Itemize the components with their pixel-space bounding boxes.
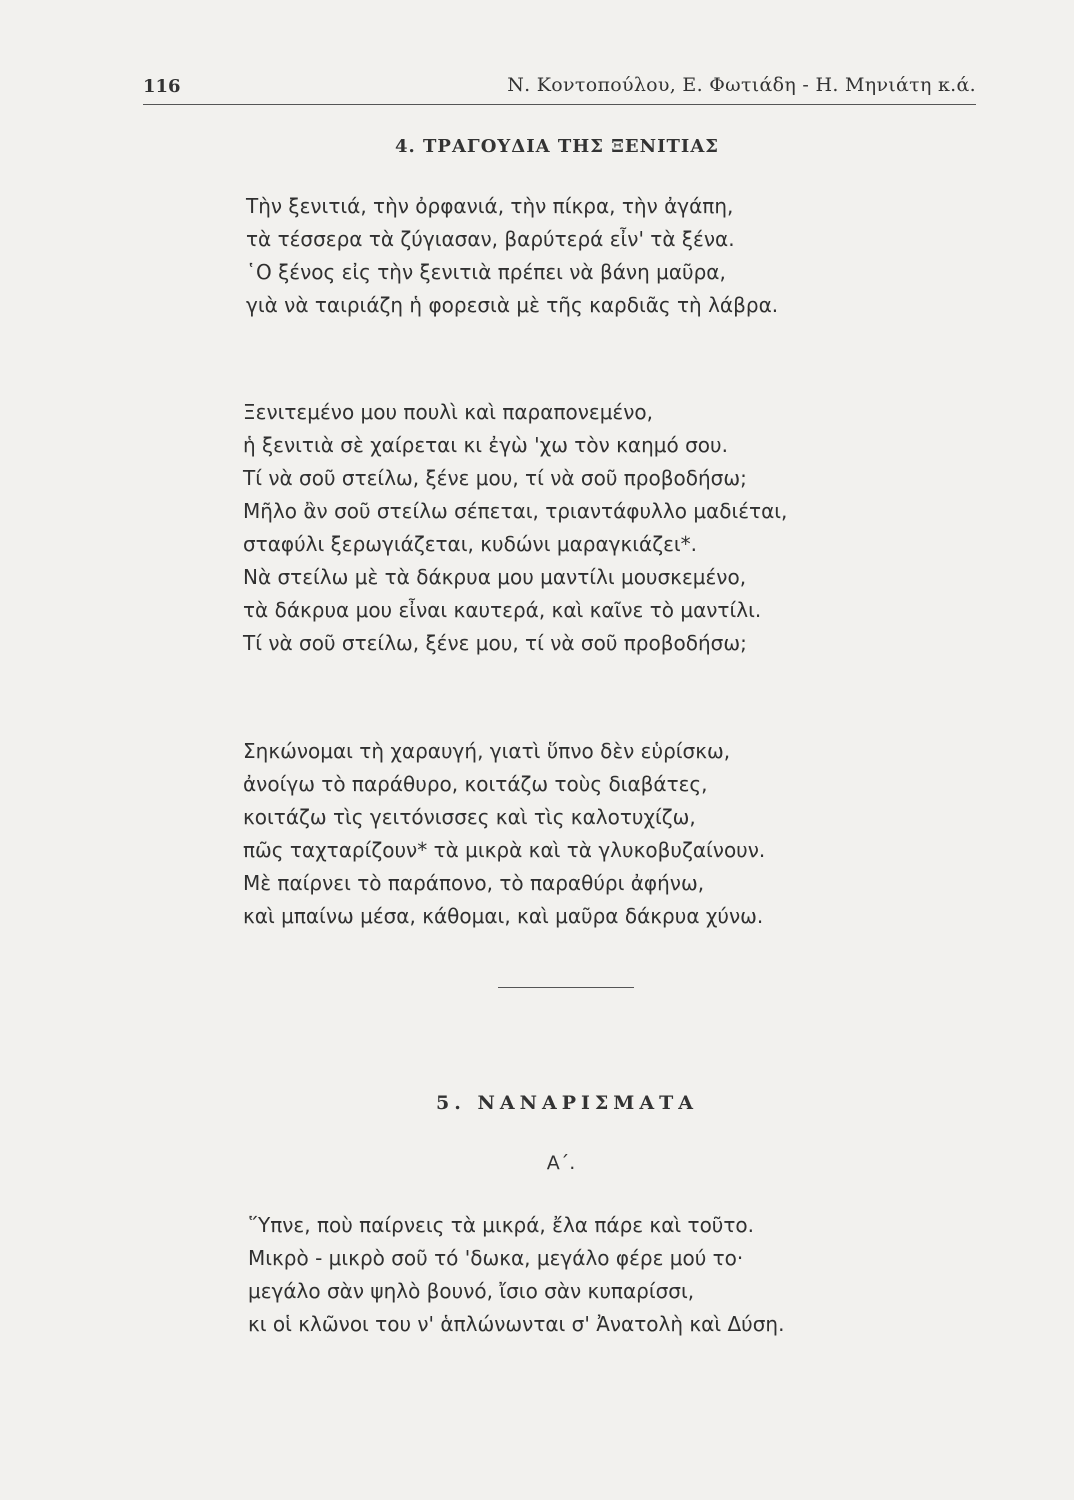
- verse-line: τὰ δάκρυα μου εἶναι καυτερά, καὶ καῖνε τὸ μαντίλι.: [243, 598, 762, 622]
- verse-line: ἡ ξενιτιὰ σὲ χαίρεται κι ἐγὼ 'χω τὸν καημό σου.: [243, 433, 728, 457]
- verse-line: γιὰ νὰ ταιριάζη ἡ φορεσιὰ μὲ τῆς καρδιᾶς τὴ λάβρα.: [246, 293, 779, 317]
- verse-line: Ξενιτεμένο μου πουλὶ καὶ παραπονεμένο,: [243, 400, 653, 424]
- verse-line: Μικρὸ - μικρὸ σοῦ τό 'δωκα, μεγάλο φέρε μού το·: [248, 1246, 744, 1270]
- verse-line: ῾Ο ξένος εἰς τὴν ξενιτιὰ πρέπει νὰ βάνη μαῦρα,: [246, 260, 726, 284]
- verse-line: Τί νὰ σοῦ στείλω, ξένε μου, τί νὰ σοῦ προβοδήσω;: [243, 466, 747, 490]
- verse-line: μεγάλο σὰν ψηλὸ βουνό, ἴσιο σὰν κυπαρίσσι,: [248, 1279, 695, 1303]
- verse-line: Νὰ στείλω μὲ τὰ δάκρυα μου μαντίλι μουσκεμένο,: [243, 565, 747, 589]
- section-divider: [498, 987, 634, 988]
- verse-line: ῞Υπνε, ποὺ παίρνεις τὰ μικρά, ἔλα πάρε καὶ τοῦτο.: [248, 1213, 755, 1237]
- verse-line: Σηκώνομαι τὴ χαραυγή, γιατὶ ὕπνο δὲν εὑρίσκω,: [243, 739, 731, 763]
- page-number: 116: [143, 76, 181, 97]
- section-4-title: 4. ΤΡΑΓΟΥΔΙΑ ΤΗΣ ΞΕΝΙΤΙΑΣ: [394, 136, 720, 157]
- section-5-subtitle: Α΄.: [546, 1152, 576, 1174]
- verse-line: Μὲ παίρνει τὸ παράπονο, τὸ παραθύρι ἀφήνω,: [243, 871, 705, 895]
- verse-line: σταφύλι ξερωγιάζεται, κυδώνι μαραγκιάζει*.: [243, 532, 698, 556]
- section-5-title: 5. ΝΑΝΑΡΙΣΜΑΤΑ: [436, 1092, 698, 1114]
- verse-line: ἀνοίγω τὸ παράθυρο, κοιτάζω τοὺς διαβάτες,: [243, 772, 708, 796]
- stanza-3: [243, 735, 765, 933]
- verse-line: κοιτάζω τὶς γειτόνισσες καὶ τὶς καλοτυχίζω,: [243, 805, 696, 829]
- verse-line: Τί νὰ σοῦ στείλω, ξένε μου, τί νὰ σοῦ προβοδήσω;: [243, 631, 747, 655]
- verse-line: πῶς ταχταρίζουν* τὰ μικρὰ καὶ τὰ γλυκοβυζαίνουν.: [243, 838, 766, 862]
- running-head: Ν. Κοντοπούλου, Ε. Φωτιάδη - Η. Μηνιάτη κ.ά.: [507, 74, 976, 96]
- verse-line: Μῆλο ἂν σοῦ στείλω σέπεται, τριαντάφυλλο μαδιέται,: [243, 499, 788, 523]
- lullaby-stanza: [248, 1209, 784, 1341]
- header-rule: [143, 104, 976, 105]
- verse-line: Τὴν ξενιτιά, τὴν ὀρφανιά, τὴν πίκρα, τὴν ἀγάπη,: [246, 194, 734, 218]
- page-header: [143, 74, 976, 100]
- verse-line: καὶ μπαίνω μέσα, κάθομαι, καὶ μαῦρα δάκρυα χύνω.: [243, 904, 764, 928]
- stanza-2: [243, 396, 787, 660]
- verse-line: τὰ τέσσερα τὰ ζύγιασαν, βαρύτερά εἶν' τὰ ξένα.: [246, 227, 735, 251]
- stanza-1: [246, 190, 778, 322]
- verse-line: κι οἱ κλῶνοι του ν' ἁπλώνωνται σ' Ἀνατολὴ καὶ Δύση.: [248, 1312, 785, 1336]
